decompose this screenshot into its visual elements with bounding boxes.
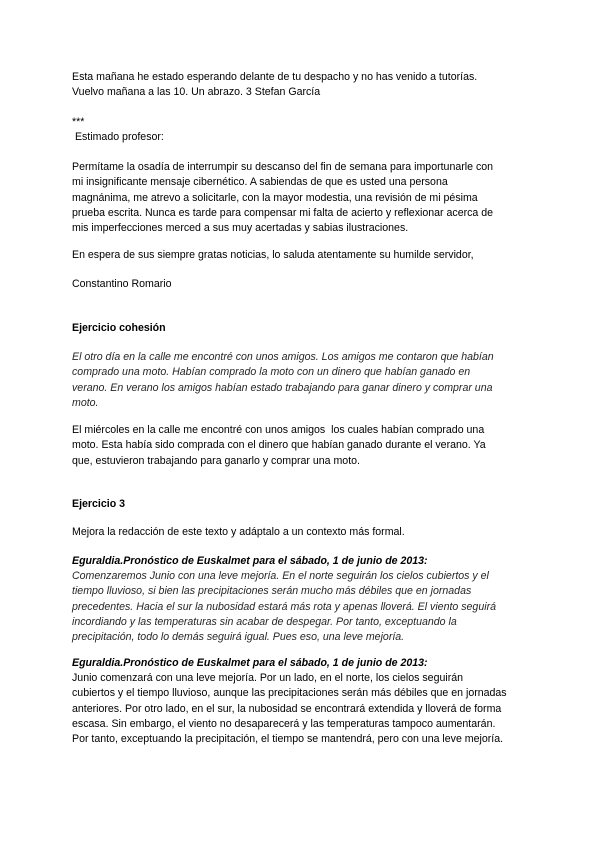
- forecast-original-title: Eguraldia.Pronóstico de Euskalmet para el sábado, 1 de junio de 2013:: [72, 555, 428, 567]
- text-line: anteriores. Por otro lado, en el sur, la nubosidad se encontrará extendida y lloverá de forma: [72, 702, 502, 715]
- text-line: Comenzaremos Junio con una leve mejoría. En el norte seguirán los cielos cubiertos y el: [72, 570, 489, 582]
- separator: ***: [72, 116, 85, 128]
- text-line: Permítame la osadía de interrumpir su descanso del fin de semana para importunarle con: [72, 161, 494, 173]
- forecast-rewritten-text: [72, 671, 532, 747]
- cohesion-rewritten-text: [72, 423, 532, 469]
- text-line: cubiertos y el tiempo lluvioso, aunque las precipitaciones serán más débiles que en jornadas: [72, 687, 507, 700]
- text-line: El miércoles en la calle me encontré con unos amigos los cuales habían comprado una: [72, 424, 485, 436]
- forecast-rewritten-title: Eguraldia.Pronóstico de Euskalmet para el sábado, 1 de junio de 2013:: [72, 657, 428, 669]
- letter-signature: Constantino Romario: [72, 278, 172, 290]
- text-line: escasa. Sin embargo, el viento no desaparecerá y las temperaturas tampoco aumentarán.: [72, 717, 496, 730]
- text-line: Por tanto, exceptuando la precipitación, el tiempo se mantendrá, pero con una leve mejoría.: [72, 733, 504, 746]
- cohesion-heading: Ejercicio cohesión: [72, 322, 166, 334]
- exercise3-instruction: Mejora la redacción de este texto y adáptalo a un contexto más formal.: [72, 526, 405, 538]
- text-line: moto.: [72, 396, 99, 409]
- text-line: El otro día en la calle me encontré con unos amigos. Los amigos me contaron que habían: [72, 351, 494, 363]
- text-line: prueba escrita. Nunca es tarde para compensar mi falta de acierto y reflexionar acerca de: [72, 206, 494, 219]
- letter-closing: En espera de sus siempre gratas noticias, lo saluda atentamente su humilde servidor,: [72, 249, 474, 261]
- text-line: Junio comenzará con una leve mejoría. Por un lado, en el norte, los cielos seguirán: [72, 672, 464, 684]
- text-line: verano. En verano los amigos habían estado trabajando para ganar dinero y comprar una: [72, 381, 493, 394]
- text-line: precedentes. Hacia el sur la nubosidad estará más rota y apenas lloverá. El viento seguirá: [72, 600, 496, 613]
- tutoring-message: [72, 70, 532, 101]
- text-line: precipitación, todo lo demás seguirá igual. Pues eso, una leve mejoría.: [72, 631, 405, 644]
- text-line: comprado una moto. Habían comprado la moto con un dinero que habían ganado en: [72, 366, 471, 379]
- text-line: incordiando y las temperaturas sin acabar de despegar. Por tanto, exceptuando la: [72, 615, 457, 628]
- text-line: que, estuvieron trabajando para ganarlo y comprar una moto.: [72, 454, 360, 467]
- letter-salutation: Estimado profesor:: [72, 131, 164, 143]
- text-line: mis imperfecciones merced a sus muy acertadas y sabias ilustraciones.: [72, 222, 409, 235]
- cohesion-original-text: [72, 350, 532, 411]
- forecast-original-text: [72, 569, 532, 645]
- letter-body: [72, 160, 532, 236]
- text-line: mi insignificante mensaje cibernético. A sabiendas de que es usted una persona: [72, 176, 448, 189]
- text-line: magnánima, me atrevo a solicitarle, con la mayor modestia, una revisión de mi pésima: [72, 191, 478, 204]
- text-line: moto. Esta había sido comprada con el dinero que habían ganado durante el verano. Ya: [72, 439, 486, 452]
- exercise3-heading: Ejercicio 3: [72, 498, 125, 510]
- text-line: Esta mañana he estado esperando delante de tu despacho y no has venido a tutorías.: [72, 71, 478, 83]
- text-line: tiempo lluvioso, si bien las precipitaciones serán mucho más débiles que en jornadas: [72, 585, 472, 598]
- text-line: Vuelvo mañana a las 10. Un abrazo. 3 Stefan García: [72, 86, 321, 99]
